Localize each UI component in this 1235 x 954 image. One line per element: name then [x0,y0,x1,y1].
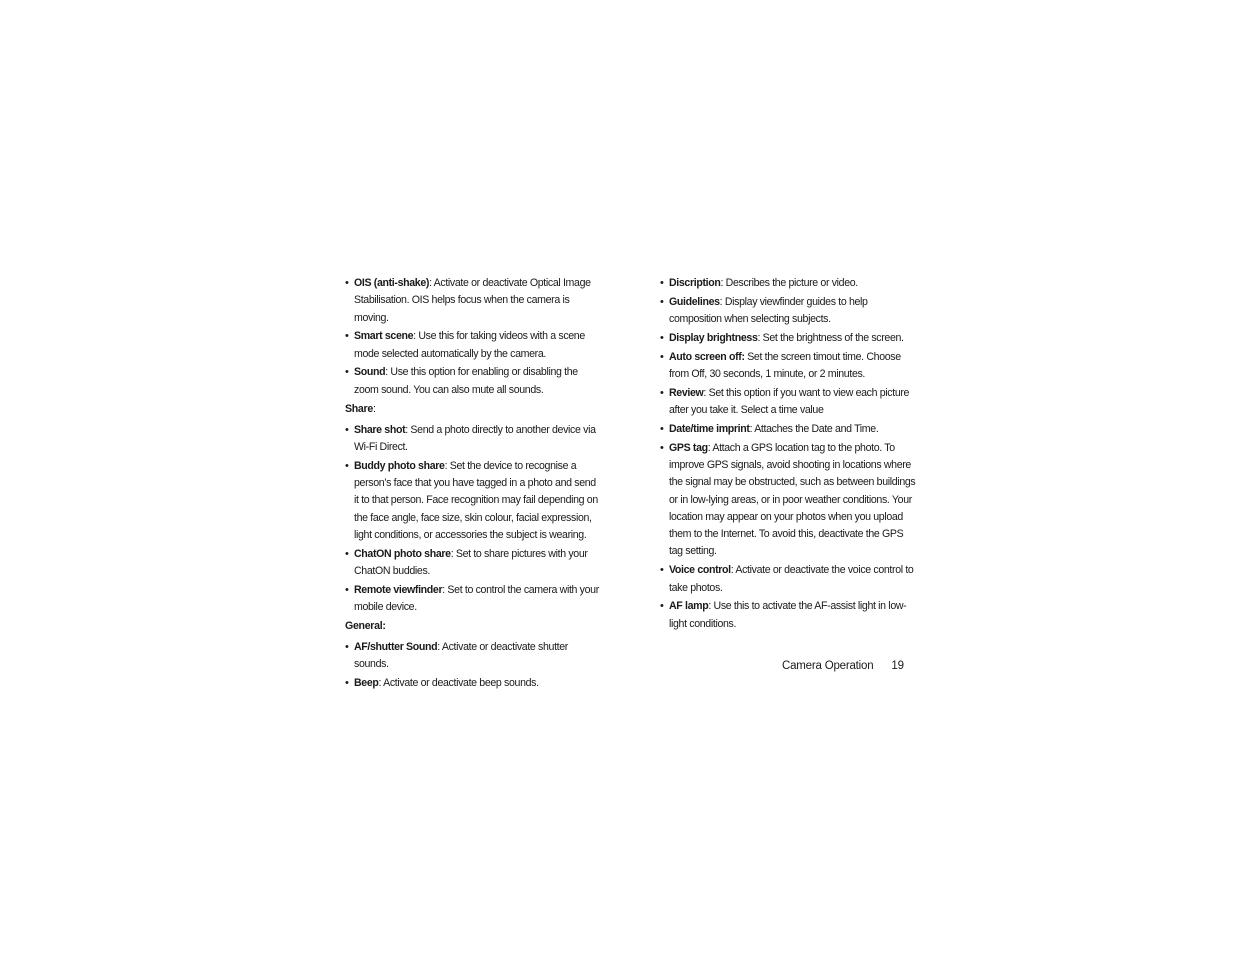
share-heading-colon: : [372,402,376,415]
list-item [660,440,918,561]
general-heading-label: General [345,619,383,632]
item-text: : Activate or deactivate beep sounds. [378,676,539,689]
item-text: Set the screen timout time. Choose from Off, 30 seconds, 1 minute, or 2 minutes. [669,350,901,380]
item-term: Beep [354,676,379,689]
item-text: : Use this option for enabling or disabling the zoom sound. You can also mute all sounds. [354,366,578,396]
section-heading-share [345,401,603,418]
list-item [345,364,603,399]
item-text: : Set this option if you want to view each picture after you take it. Select a time value [669,386,910,417]
item-term: Smart scene [354,330,414,343]
item-term: Remote viewfinder [354,583,443,596]
left-column [345,275,603,694]
item-text: : Set the brightness of the screen. [757,331,904,344]
item-term: AF lamp [669,600,709,613]
list-item [345,675,603,692]
item-term: Auto screen off: [669,350,745,363]
list-item [660,275,918,292]
item-text: : Display viewfinder guides to help composition when selecting subjects. [669,295,868,326]
section-heading-general [345,618,603,635]
item-text: : Set the device to recognise a person’s face that you have tagged in a photo and send it to that person. Face recognition may fail depending on the face angle, face size, skin colour, facial expression, light conditions, or accessories the subject is wearing. [354,459,598,541]
list-item [660,330,918,347]
list-item [345,422,603,457]
item-text: : Activate or deactivate the voice control to take photos. [669,564,914,594]
item-term: Display brightness [669,331,758,344]
list-item [660,385,918,420]
page-number: 19 [891,660,904,672]
list-item [660,562,918,597]
item-term: GPS tag [669,441,708,454]
item-term: Sound [354,366,386,379]
list-item [660,598,918,633]
item-term: Guidelines [669,295,720,308]
list-item [660,421,918,438]
item-term: OIS (anti-shake) [354,277,430,289]
list-item [660,294,918,329]
item-term: Share shot [354,423,406,436]
list-item [345,546,603,581]
item-term: Voice control [669,564,731,577]
page-footer [782,660,904,672]
item-term: Review [669,386,704,399]
right-column [660,275,918,634]
item-term: ChatON photo share [354,547,451,560]
item-text: : Use this for taking videos with a scene mode selected automatically by the camera. [354,330,585,360]
item-term: AF/shutter Sound [354,640,438,653]
general-heading-colon: : [382,619,386,632]
item-text: : Describes the picture or video. [720,277,858,289]
list-item [660,349,918,384]
list-item [345,458,603,544]
list-item [345,275,603,327]
footer-section-title: Camera Operation [782,660,874,672]
share-heading-label: Share [345,402,373,415]
item-term: Date/time imprint [669,422,750,435]
list-item [345,639,603,674]
item-text: : Set to control the camera with your mobile device. [354,583,599,614]
item-text: : Attach a GPS location tag to the photo. To improve GPS signals, avoid shooting in locations where the signal may be obstructed, such as between buildings or in low-lying areas, or in poor weather conditions. Your location may appear on your photos when you upload them to the Internet. To avoid this, deactivate the GPS tag setting. [669,441,916,558]
item-text: : Send a photo directly to another device via Wi-Fi Direct. [354,423,596,453]
item-text: : Activate or deactivate Optical Image Stabilisation. OIS helps focus when the camera is moving. [354,277,591,324]
list-item [345,582,603,617]
item-term: Buddy photo share [354,459,445,472]
item-text: : Activate or deactivate shutter sounds. [354,640,568,671]
item-text: : Attaches the Date and Time. [749,422,879,435]
item-term: Discription [669,277,721,289]
list-item [345,328,603,363]
item-text: : Use this to activate the AF-assist light in low-light conditions. [669,600,907,630]
item-text: : Set to share pictures with your ChatON buddies. [354,547,588,577]
